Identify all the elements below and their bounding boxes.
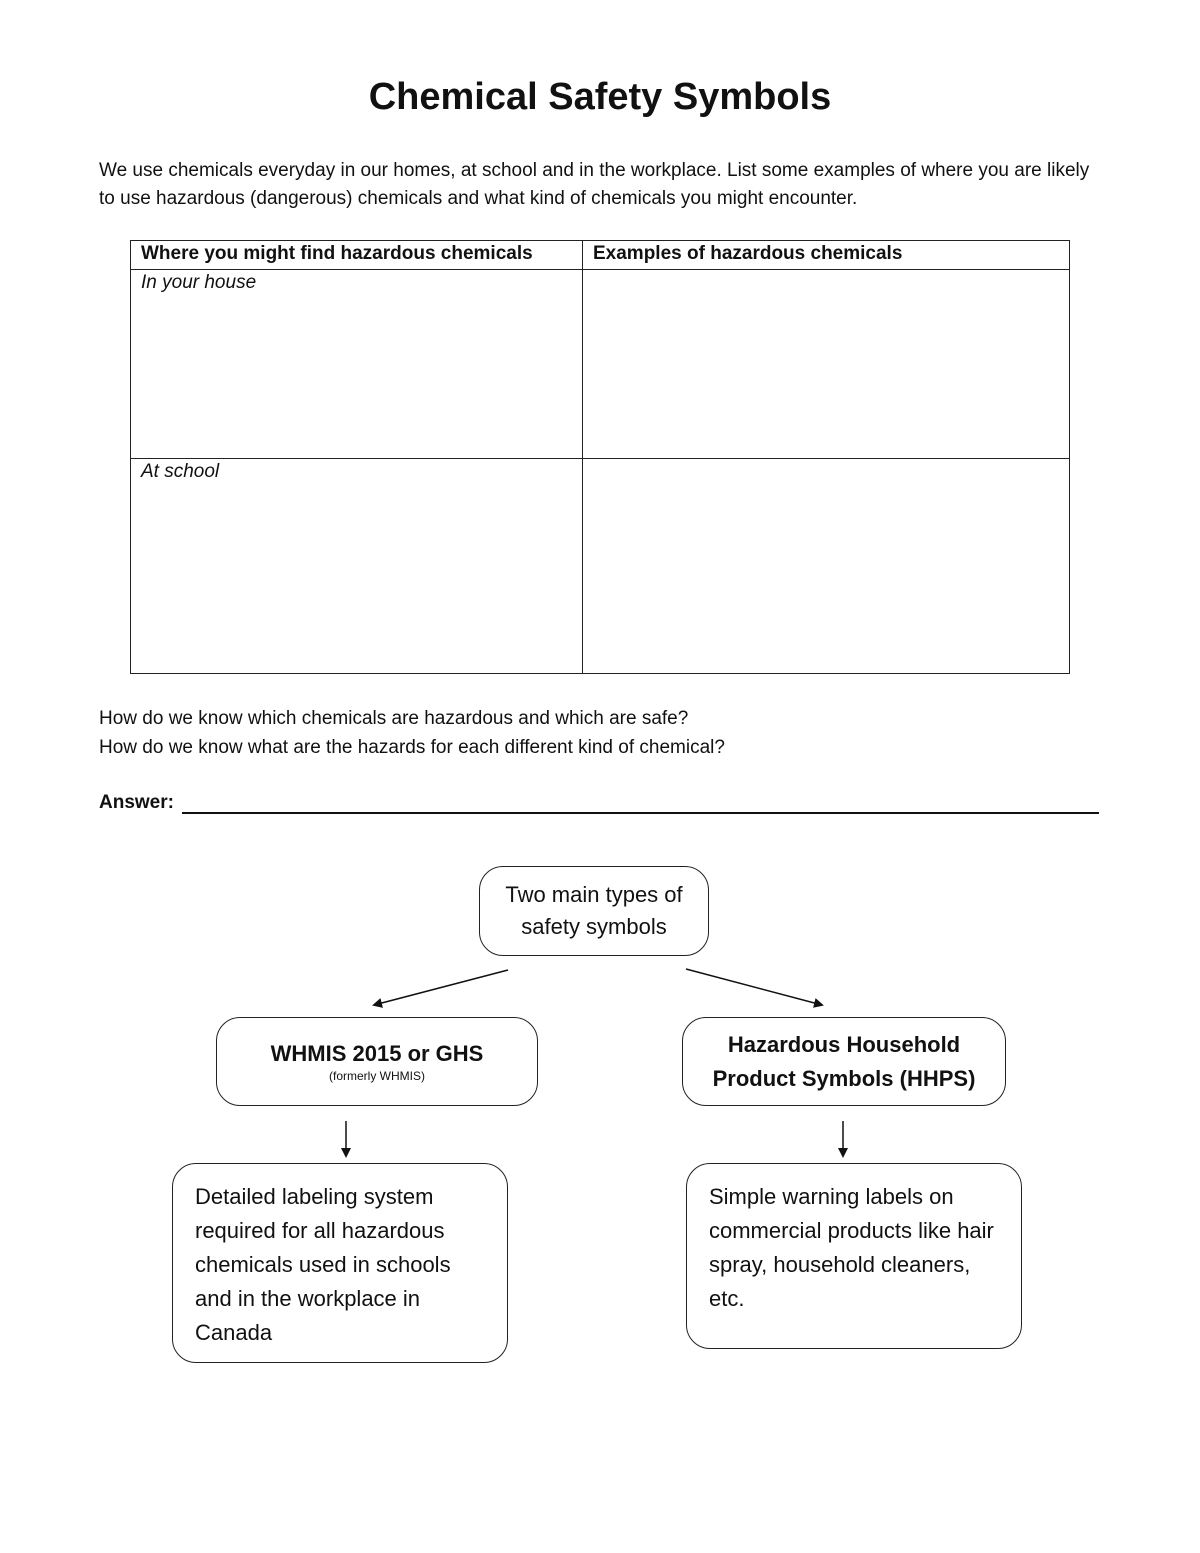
question-2: How do we know what are the hazards for each different kind of chemical? bbox=[99, 737, 725, 758]
answer-row bbox=[99, 790, 1099, 814]
answer-label: Answer: bbox=[99, 792, 174, 813]
arrow-to-hhps bbox=[686, 969, 822, 1005]
intro-paragraph: We use chemicals everyday in our homes, at school and in the workplace. List some examples of where you are likely to use hazardous (dangerous) chemicals and what kind of chemicals you might encounter. bbox=[99, 160, 1090, 209]
whmis-title: WHMIS 2015 or GHS bbox=[270, 1040, 484, 1066]
hhps-detail-text: Simple warning labels on commercial products like hair spray, household cleaners, etc. bbox=[709, 1184, 994, 1311]
answer-blank-line[interactable] bbox=[182, 790, 1099, 814]
page-title: Chemical Safety Symbols bbox=[368, 76, 832, 118]
hhps-box bbox=[682, 1017, 1006, 1106]
table-row bbox=[131, 270, 1070, 459]
whmis-subtitle: (formerly WHMIS) bbox=[329, 1068, 425, 1083]
diagram-root-box bbox=[479, 866, 709, 956]
whmis-box bbox=[216, 1017, 538, 1106]
hhps-title: Hazardous Household Product Symbols (HHPS) bbox=[712, 1031, 976, 1091]
whmis-detail-text: Detailed labeling system required for all hazardous chemicals used in schools and in the workplace in Canada bbox=[195, 1184, 451, 1345]
table-row bbox=[131, 459, 1070, 674]
table-header-examples: Examples of hazardous chemicals bbox=[583, 241, 1070, 270]
table-header-row bbox=[131, 241, 1070, 270]
table-cell-where: In your house bbox=[131, 270, 583, 459]
whmis-detail-box bbox=[172, 1163, 508, 1363]
table-cell-examples[interactable] bbox=[583, 459, 1070, 674]
table-cell-examples[interactable] bbox=[583, 270, 1070, 459]
hazard-table bbox=[130, 240, 1070, 674]
table-header-where: Where you might find hazardous chemicals bbox=[131, 241, 583, 270]
arrow-to-whmis bbox=[374, 970, 508, 1005]
question-1: How do we know which chemicals are hazardous and which are safe? bbox=[99, 708, 689, 729]
table-cell-where: At school bbox=[131, 459, 583, 674]
diagram-root-text: Two main types of safety symbols bbox=[505, 882, 683, 939]
question-block bbox=[99, 704, 725, 762]
hhps-detail-box bbox=[686, 1163, 1022, 1349]
